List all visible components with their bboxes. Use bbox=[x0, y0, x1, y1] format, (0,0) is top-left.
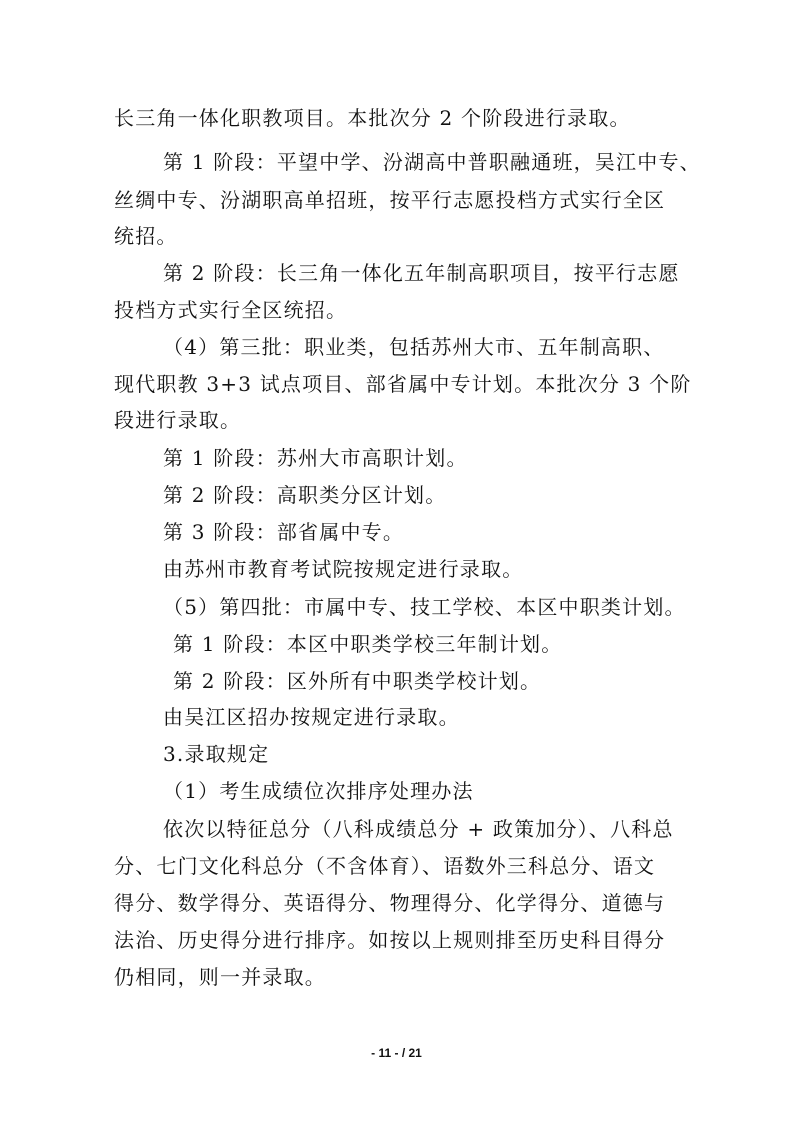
text-line: 由吴江区招办按规定进行录取。 bbox=[163, 705, 460, 729]
text-line: 第 1 阶段：平望中学、汾湖高中普职融通班，吴江中专、 bbox=[163, 150, 701, 174]
text-line: 第 1 阶段：本区中职类学校三年制计划。 bbox=[173, 632, 563, 656]
text-line: 第 2 阶段：长三角一体化五年制高职项目，按平行志愿 bbox=[163, 261, 680, 285]
text-line: （5）第四批：市属中专、技工学校、本区中职类计划。 bbox=[163, 595, 686, 619]
text-line: 法治、历史得分进行排序。如按以上规则排至历史科目得分 bbox=[114, 928, 666, 952]
text-line: 现代职教 3+3 试点项目、部省属中专计划。本批次分 3 个阶 bbox=[114, 372, 692, 396]
text-line: 第 2 阶段：高职类分区计划。 bbox=[163, 483, 447, 507]
text-line: （4）第三批：职业类，包括苏州大市、五年制高职、 bbox=[163, 335, 665, 359]
text-line: 长三角一体化职教项目。本批次分 2 个阶段进行录取。 bbox=[114, 106, 631, 130]
section-heading: 3.录取规定 bbox=[163, 742, 270, 766]
subsection-heading: （1）考生成绩位次排序处理办法 bbox=[163, 779, 474, 803]
text-line: 第 3 阶段：部省属中专。 bbox=[163, 520, 405, 544]
text-line: 仍相同，则一并录取。 bbox=[114, 965, 326, 989]
text-line: 由苏州市教育考试院按规定进行录取。 bbox=[163, 557, 524, 581]
text-line: 丝绸中专、汾湖职高单招班，按平行志愿投档方式实行全区 bbox=[114, 188, 666, 212]
text-line: 统招。 bbox=[114, 224, 178, 248]
text-line: 段进行录取。 bbox=[114, 408, 242, 432]
text-line: 依次以特征总分（八科成绩总分 + 政策加分）、八科总 bbox=[163, 817, 674, 841]
text-line: 投档方式实行全区统招。 bbox=[114, 298, 348, 322]
text-line: 第 2 阶段：区外所有中职类学校计划。 bbox=[173, 669, 542, 693]
text-line: 得分、数学得分、英语得分、物理得分、化学得分、道德与 bbox=[114, 891, 666, 915]
text-line: 第 1 阶段：苏州大市高职计划。 bbox=[163, 446, 468, 470]
text-line: 分、七门文化科总分（不含体育）、语数外三科总分、语文 bbox=[114, 854, 656, 878]
page-number: - 11 - / 21 bbox=[371, 1046, 422, 1060]
